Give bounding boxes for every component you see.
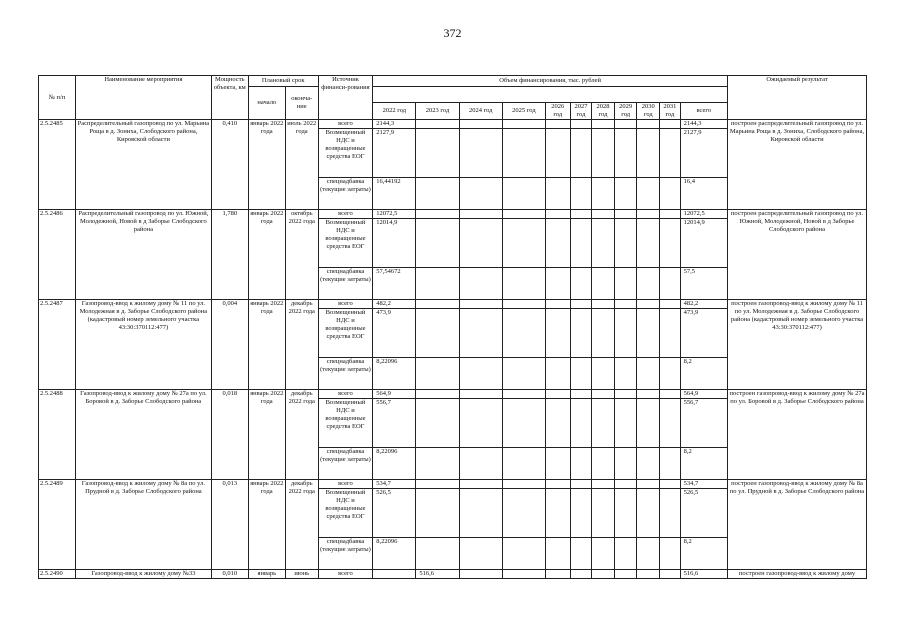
header-volume: Объем финансирования, тыс. рублей <box>373 76 728 87</box>
value-empty <box>592 480 615 489</box>
value-empty <box>545 489 570 538</box>
value-2022: 8,22096 <box>373 538 416 570</box>
value-empty <box>592 448 615 480</box>
value-empty <box>502 300 545 309</box>
value-empty <box>570 210 592 219</box>
value-total: 12014,9 <box>680 219 727 268</box>
value-empty <box>570 448 592 480</box>
value-empty <box>502 358 545 390</box>
value-empty <box>570 129 592 178</box>
value-empty <box>637 210 660 219</box>
value-total: 473,9 <box>680 309 727 358</box>
value-2023 <box>416 399 459 448</box>
funding-source: всего <box>318 300 373 309</box>
item-end: декабрь 2022 года <box>285 390 318 480</box>
value-2023 <box>416 300 459 309</box>
value-empty <box>459 538 502 570</box>
value-2022: 57,54672 <box>373 268 416 300</box>
value-2023 <box>416 448 459 480</box>
value-empty <box>545 129 570 178</box>
value-empty <box>592 268 615 300</box>
value-empty <box>592 300 615 309</box>
value-empty <box>614 120 637 129</box>
funding-source: Возмещенный НДС и возвращенные средства ЕОГ <box>318 129 373 178</box>
value-empty <box>614 390 637 399</box>
value-empty <box>614 268 637 300</box>
value-empty <box>592 489 615 538</box>
item-start: январь 2022 года <box>248 120 285 210</box>
value-empty <box>459 300 502 309</box>
value-empty <box>592 538 615 570</box>
funding-source: всего <box>318 480 373 489</box>
item-capacity: 0,013 <box>211 480 248 570</box>
value-empty <box>459 480 502 489</box>
funding-source: всего <box>318 120 373 129</box>
value-empty <box>614 210 637 219</box>
item-number: 2.5.2486 <box>39 210 76 300</box>
value-total: 12072,5 <box>680 210 727 219</box>
item-result: построен газопровод-ввод к жилому дому № 11 по ул. Молодежная в д. Заборье Слободского района (кадастровый номер земельного участка 43:30:370112:477) <box>728 300 867 390</box>
financing-table <box>38 75 867 579</box>
value-2023 <box>416 129 459 178</box>
value-2022: 16,44192 <box>373 178 416 210</box>
value-2023 <box>416 268 459 300</box>
value-2023 <box>416 538 459 570</box>
value-2022: 2127,9 <box>373 129 416 178</box>
header-year: 2022 год <box>373 103 416 120</box>
funding-source: Возмещенный НДС и возвращенные средства ЕОГ <box>318 219 373 268</box>
funding-source: Возмещенный НДС и возвращенные средства ЕОГ <box>318 399 373 448</box>
value-empty <box>592 358 615 390</box>
value-total: 516,6 <box>680 570 727 579</box>
value-empty <box>660 570 681 579</box>
value-total: 8,2 <box>680 448 727 480</box>
value-empty <box>637 570 660 579</box>
value-empty <box>570 358 592 390</box>
value-total: 2127,9 <box>680 129 727 178</box>
value-empty <box>637 300 660 309</box>
item-start: январь 2022 года <box>248 480 285 570</box>
value-2023 <box>416 120 459 129</box>
header-year: 2026 год <box>545 103 570 120</box>
value-empty <box>592 120 615 129</box>
value-empty <box>592 178 615 210</box>
value-empty <box>614 448 637 480</box>
value-empty <box>614 480 637 489</box>
value-empty <box>637 480 660 489</box>
header-year: 2024 год <box>459 103 502 120</box>
value-2023 <box>416 219 459 268</box>
funding-source: Возмещенный НДС и возвращенные средства ЕОГ <box>318 309 373 358</box>
item-capacity: 0,004 <box>211 300 248 390</box>
table-row <box>39 390 867 399</box>
value-empty <box>592 309 615 358</box>
value-empty <box>614 570 637 579</box>
header-num: № п/п <box>39 76 76 120</box>
value-2023 <box>416 390 459 399</box>
table-header <box>39 76 867 120</box>
value-empty <box>660 448 681 480</box>
value-empty <box>502 210 545 219</box>
value-2022: 534,7 <box>373 480 416 489</box>
value-empty <box>545 538 570 570</box>
value-empty <box>614 129 637 178</box>
value-empty <box>545 300 570 309</box>
value-2022: 12014,9 <box>373 219 416 268</box>
value-empty <box>592 390 615 399</box>
value-empty <box>570 219 592 268</box>
value-empty <box>570 178 592 210</box>
value-empty <box>637 309 660 358</box>
value-empty <box>592 210 615 219</box>
value-empty <box>502 399 545 448</box>
page-number: 372 <box>443 26 462 40</box>
value-empty <box>637 219 660 268</box>
funding-source: спецнадбавка (текущие затраты) <box>318 178 373 210</box>
item-number: 2.5.2488 <box>39 390 76 480</box>
value-empty <box>592 399 615 448</box>
value-empty <box>570 480 592 489</box>
value-empty <box>592 129 615 178</box>
value-empty <box>660 210 681 219</box>
item-end: июль 2022 года <box>285 120 318 210</box>
value-empty <box>570 538 592 570</box>
value-empty <box>637 178 660 210</box>
item-result: построен распределительный газопровод по ул. Марьина Роща в д. Зониха, Слободского района, Кировской области <box>728 120 867 210</box>
value-empty <box>545 399 570 448</box>
header-year: 2023 год <box>416 103 459 120</box>
header-year: 2030 год <box>637 103 660 120</box>
table-row <box>39 120 867 129</box>
value-empty <box>570 570 592 579</box>
value-empty <box>614 399 637 448</box>
item-name: Распределительный газопровод по ул. Южной, Молодежной, Новой в д Заборье Слободского района <box>76 210 212 300</box>
value-empty <box>459 219 502 268</box>
value-empty <box>502 309 545 358</box>
value-empty <box>502 570 545 579</box>
item-number: 2.5.2487 <box>39 300 76 390</box>
value-empty <box>545 390 570 399</box>
funding-source: всего <box>318 570 373 579</box>
item-start: январь 2022 года <box>248 210 285 300</box>
value-empty <box>459 358 502 390</box>
value-empty <box>614 219 637 268</box>
value-empty <box>660 309 681 358</box>
value-total: 2144,3 <box>680 120 727 129</box>
value-2023 <box>416 489 459 538</box>
value-empty <box>545 448 570 480</box>
value-empty <box>545 210 570 219</box>
header-year: 2025 год <box>502 103 545 120</box>
value-empty <box>545 480 570 489</box>
header-start: начало <box>248 87 285 120</box>
value-empty <box>637 120 660 129</box>
funding-source: спецнадбавка (текущие затраты) <box>318 268 373 300</box>
value-2022: 556,7 <box>373 399 416 448</box>
value-empty <box>502 178 545 210</box>
value-empty <box>592 570 615 579</box>
header-end: оконча-ние <box>285 87 318 120</box>
value-empty <box>660 399 681 448</box>
value-empty <box>570 399 592 448</box>
value-empty <box>570 120 592 129</box>
item-number: 2.5.2490 <box>39 570 76 579</box>
value-empty <box>614 489 637 538</box>
value-empty <box>459 120 502 129</box>
item-number: 2.5.2485 <box>39 120 76 210</box>
value-empty <box>459 268 502 300</box>
item-end: июнь <box>285 570 318 579</box>
value-empty <box>637 268 660 300</box>
value-empty <box>502 120 545 129</box>
value-empty <box>459 129 502 178</box>
value-empty <box>459 390 502 399</box>
value-empty <box>502 129 545 178</box>
value-empty <box>545 178 570 210</box>
value-empty <box>570 309 592 358</box>
value-empty <box>570 489 592 538</box>
value-empty <box>660 129 681 178</box>
table-body <box>39 120 867 579</box>
value-empty <box>660 219 681 268</box>
value-empty <box>502 480 545 489</box>
value-empty <box>502 390 545 399</box>
value-empty <box>570 390 592 399</box>
value-empty <box>592 219 615 268</box>
item-start: январь 2022 года <box>248 300 285 390</box>
value-2022: 482,2 <box>373 300 416 309</box>
header-planned: Плановый срок <box>248 76 318 87</box>
value-total: 8,2 <box>680 538 727 570</box>
value-total: 16,4 <box>680 178 727 210</box>
value-total: 482,2 <box>680 300 727 309</box>
header-name: Наименование мероприятия <box>76 76 212 120</box>
value-empty <box>660 120 681 129</box>
header-year: 2027 год <box>570 103 592 120</box>
funding-source: спецнадбавка (текущие затраты) <box>318 358 373 390</box>
value-empty <box>614 538 637 570</box>
value-empty <box>637 399 660 448</box>
item-capacity: 0,010 <box>211 570 248 579</box>
value-empty <box>502 538 545 570</box>
value-2022: 473,9 <box>373 309 416 358</box>
value-empty <box>545 120 570 129</box>
item-start: январь <box>248 570 285 579</box>
funding-source: всего <box>318 390 373 399</box>
value-empty <box>502 268 545 300</box>
value-empty <box>660 178 681 210</box>
value-empty <box>660 300 681 309</box>
value-2023 <box>416 480 459 489</box>
value-empty <box>502 219 545 268</box>
item-name: Газопровод-ввод к жилому дому №33 <box>76 570 212 579</box>
value-empty <box>637 538 660 570</box>
value-empty <box>637 129 660 178</box>
value-empty <box>459 489 502 538</box>
funding-source: спецнадбавка (текущие затраты) <box>318 538 373 570</box>
item-capacity: 0,410 <box>211 120 248 210</box>
value-empty <box>614 300 637 309</box>
item-end: октябрь 2022 года <box>285 210 318 300</box>
value-empty <box>614 309 637 358</box>
item-name: Распределительный газопровод по ул. Марьина Роща в д. Зониха, Слободского района, Кировской области <box>76 120 212 210</box>
header-source: Источник финанси-рования <box>318 76 373 120</box>
value-2022: 526,5 <box>373 489 416 538</box>
header-year: 2031 год <box>660 103 681 120</box>
value-empty <box>459 570 502 579</box>
funding-source: спецнадбавка (текущие затраты) <box>318 448 373 480</box>
value-total: 556,7 <box>680 399 727 448</box>
item-result: построен газопровод-ввод к жилому дому № 27а по ул. Боровой в д. Заборье Слободского района <box>728 390 867 480</box>
value-empty <box>637 448 660 480</box>
value-empty <box>459 309 502 358</box>
table-row <box>39 480 867 489</box>
value-empty <box>660 489 681 538</box>
value-total: 564,9 <box>680 390 727 399</box>
item-result: построен газопровод-ввод к жилому дому <box>728 570 867 579</box>
value-empty <box>545 219 570 268</box>
table-row <box>39 300 867 309</box>
value-empty <box>545 570 570 579</box>
value-2023 <box>416 358 459 390</box>
value-empty <box>545 358 570 390</box>
value-total: 8,2 <box>680 358 727 390</box>
header-year: 2029 год <box>614 103 637 120</box>
value-empty <box>660 268 681 300</box>
item-result: построен газопровод-ввод к жилому дому № 8а по ул. Прудной в д. Заборье Слободского района <box>728 480 867 570</box>
value-empty <box>570 300 592 309</box>
value-empty <box>660 538 681 570</box>
value-empty <box>637 358 660 390</box>
item-name: Газопровод-ввод к жилому дому № 8а по ул. Прудной в д. Заборье Слободского района <box>76 480 212 570</box>
table-row <box>39 210 867 219</box>
item-end: декабрь 2022 года <box>285 300 318 390</box>
value-empty <box>502 489 545 538</box>
value-total: 526,5 <box>680 489 727 538</box>
header-total: всего <box>680 103 727 120</box>
item-start: январь 2022 года <box>248 390 285 480</box>
value-2023 <box>416 309 459 358</box>
value-empty <box>459 210 502 219</box>
item-name: Газопровод-ввод к жилому дому № 11 по ул. Молодежная в д. Заборье Слободского района (кадастровый номер земельного участка 43:30:370112:477) <box>76 300 212 390</box>
value-total: 57,5 <box>680 268 727 300</box>
value-empty <box>660 358 681 390</box>
funding-source: Возмещенный НДС и возвращенные средства ЕОГ <box>318 489 373 538</box>
item-capacity: 1,780 <box>211 210 248 300</box>
value-empty <box>459 399 502 448</box>
value-empty <box>614 358 637 390</box>
value-empty <box>502 448 545 480</box>
header-result: Ожидаемый результат <box>728 76 867 120</box>
value-2022: 8,22096 <box>373 358 416 390</box>
funding-source: всего <box>318 210 373 219</box>
value-empty <box>459 178 502 210</box>
value-2023 <box>416 178 459 210</box>
table-row <box>39 570 867 579</box>
value-empty <box>637 390 660 399</box>
value-2022: 2144,3 <box>373 120 416 129</box>
item-result: построен распределительный газопровод по ул. Южной, Молодежной, Новой в д Заборье Слободского района <box>728 210 867 300</box>
value-2023 <box>416 210 459 219</box>
header-capacity: Мощность объекта, км <box>211 76 248 120</box>
header-year: 2028 год <box>592 103 615 120</box>
item-capacity: 0,018 <box>211 390 248 480</box>
value-empty <box>660 480 681 489</box>
item-name: Газопровод-ввод к жилому дому № 27а по ул. Боровой в д. Заборье Слободского района <box>76 390 212 480</box>
value-2022: 564,9 <box>373 390 416 399</box>
value-empty <box>660 390 681 399</box>
value-empty <box>614 178 637 210</box>
value-total: 534,7 <box>680 480 727 489</box>
value-empty <box>570 268 592 300</box>
value-2022: 8,22096 <box>373 448 416 480</box>
value-empty <box>545 268 570 300</box>
item-end: декабрь 2022 года <box>285 480 318 570</box>
value-2022: 12072,5 <box>373 210 416 219</box>
value-2023: 516,6 <box>416 570 459 579</box>
value-empty <box>637 489 660 538</box>
item-number: 2.5.2489 <box>39 480 76 570</box>
value-2022 <box>373 570 416 579</box>
value-empty <box>459 448 502 480</box>
value-empty <box>545 309 570 358</box>
